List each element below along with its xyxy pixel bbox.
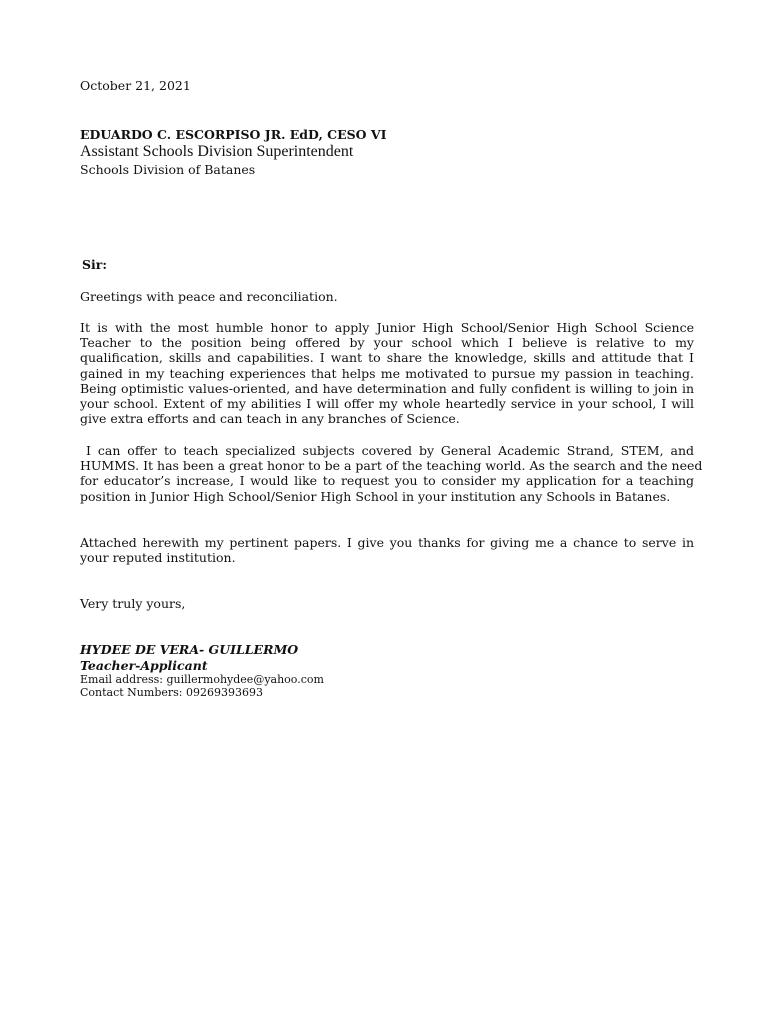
paragraph-line: gained in my teaching experiences that helps me motivated to pursue my passion in teaching. — [80, 365, 694, 381]
paragraph-line: I can offer to teach specialized subjects covered by General Academic Strand, STEM, and — [86, 443, 694, 458]
recipient-title: Assistant Schools Division Superintendent — [80, 143, 354, 160]
paragraph-line: qualification, skills and capabilities. I want to share the knowledge, skills and attitude that I — [80, 350, 694, 366]
paragraph-line: your reputed institution. — [80, 550, 236, 566]
signer-email: Email address: guillermohydee@yahoo.com — [80, 673, 324, 686]
paragraph-line: Teacher to the position being offered by your school which I believe is relative to my — [80, 335, 694, 351]
signer-name: HYDEE DE VERA- GUILLERMO — [80, 642, 299, 657]
letter-date: October 21, 2021 — [80, 78, 191, 93]
body-paragraph-3 — [80, 535, 694, 565]
greeting: Greetings with peace and reconciliation. — [80, 289, 338, 304]
body-paragraph-1 — [80, 320, 694, 426]
paragraph-line: your school. Extent of my abilities I will offer my whole heartedly service in your school, I will — [80, 395, 694, 411]
paragraph-line: HUMMS. It has been a great honor to be a part of the teaching world. As the search and the need — [80, 458, 703, 474]
paragraph-line: Attached herewith my pertinent papers. I give you thanks for giving me a chance to serve in — [80, 535, 694, 550]
signer-role: Teacher-Applicant — [80, 658, 208, 673]
paragraph-line: It is with the most humble honor to apply Junior High School/Senior High School Science — [80, 320, 694, 335]
salutation: Sir: — [82, 257, 107, 272]
closing: Very truly yours, — [80, 596, 186, 611]
signer-phone: Contact Numbers: 09269393693 — [80, 686, 263, 699]
recipient-name: EDUARDO C. ESCORPISO JR. EdD, CESO VI — [80, 127, 387, 142]
paragraph-line: position in Junior High School/Senior High School in your institution any Schools in Batanes. — [80, 488, 671, 504]
recipient-office: Schools Division of Batanes — [80, 162, 256, 177]
paragraph-line: for educator’s increase, I would like to request you to consider my application for a teaching — [80, 473, 694, 489]
body-paragraph-2 — [80, 443, 703, 504]
paragraph-line: Being optimistic values-oriented, and have determination and fully confident is willing to join in — [80, 380, 694, 396]
paragraph-line: give extra efforts and can teach in any branches of Science. — [80, 411, 460, 427]
